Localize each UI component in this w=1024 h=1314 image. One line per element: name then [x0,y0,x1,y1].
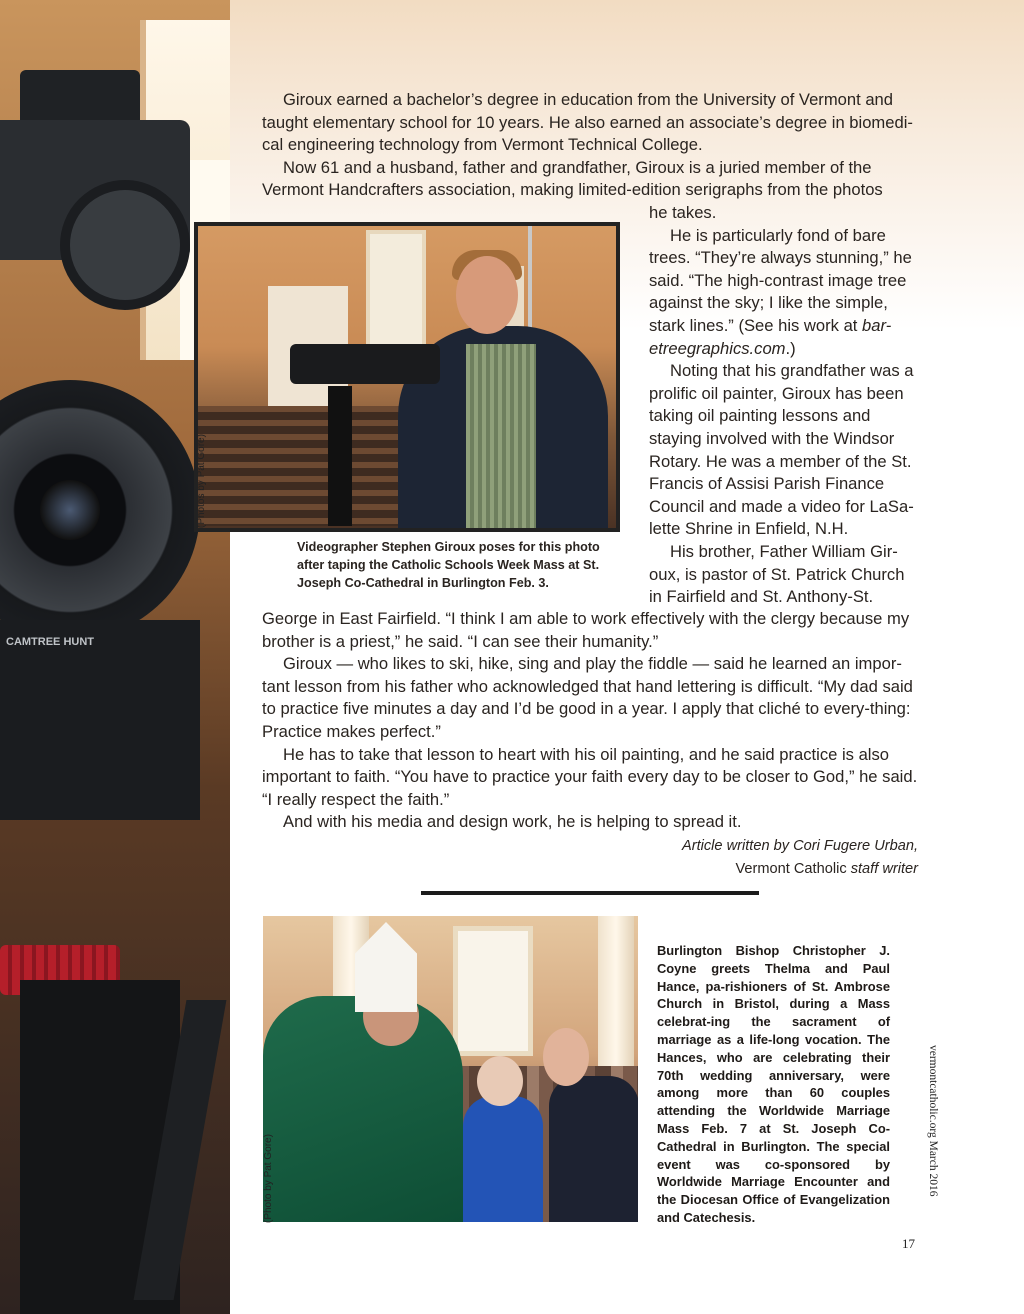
church-window [366,230,426,348]
camera-lens [0,380,200,640]
article-top-text [262,89,918,202]
videographer-photo [194,222,620,532]
camera-barrel [60,180,190,310]
article-paragraph: His brother, Father William Gir-oux, is pastor of St. Patrick Church in Fairfield and St. Anthony-St. [649,541,905,607]
bishop-vestment [263,996,463,1222]
camera-mount [0,620,200,820]
page-number: 17 [902,1236,915,1251]
person-shirt [466,344,536,528]
article-paragraph: Giroux earned a bachelor’s degree in education from the University of Vermont and taught elementary school for 10 years. He also earned an associate’s degree in biomedi-cal engineering technology from Vermont Technical College. [262,90,913,155]
lens-glass [40,480,100,540]
article-bottom-text [262,608,918,880]
article-paragraph [649,225,917,361]
tripod [328,386,352,526]
woman-head [477,1056,523,1106]
article-paragraph: He has to take that lesson to heart with his oil painting, and he said practice is also important to faith. “You have to practice your faith every day to be closer to God,” he said. “I really respect the faith.” [262,744,918,809]
church-window [453,926,533,1056]
pews [198,406,408,526]
byline-role: staff writer [850,860,918,877]
paragraph-text: .) [785,338,796,358]
byline-author: Article written by Cori Fugere Urban, [681,837,918,854]
article-paragraph: Noting that his grandfather was a prolific oil painter, Giroux has been taking oil painting lessons and staying involved with the Windsor Rotary. He was a member of the St. Francis of Assisi Parish Finance Council and made a video for LaSa-lette Shrine in Enfield, N.H. [649,361,914,539]
video-camera [290,344,440,384]
photo-credit: (Photo by Pat Gore) [263,1134,274,1223]
paragraph-text: He is particularly fond of bare trees. “They’re always stunning,” he said. “The high-contrast image tree against the sky; I like the simple, stark lines.” (See his work at [649,225,912,335]
photo-scene [198,226,616,528]
article-right-column [649,202,917,609]
article-paragraph: And with his media and design work, he is helping to spread it. [283,812,742,832]
byline [262,835,918,880]
camera-closeup-photo [0,0,230,1314]
byline-org: Vermont Catholic [735,860,847,877]
section-divider [421,891,759,895]
article-paragraph: Giroux — who likes to ski, hike, sing and play the fiddle — said he learned an impor-tant lesson from his father who acknowledged that hand lettering is difficult. “My dad said to practice five minutes a day and I’d be good in a year. I apply that cliché to every-thing: Practice makes perfect.” [262,654,913,741]
woman-sweater [463,1096,543,1222]
man-suit [549,1076,638,1222]
camera-brand-label: CAMTREE HUNT [6,636,94,648]
photo-credit: (Photos by Pat Gore) [196,434,207,528]
man-head [543,1028,589,1086]
photo-caption: Videographer Stephen Giroux poses for this photo after taping the Catholic Schools Week Mass at St. Joseph Co-Cathedral in Burlington Feb. 3. [297,540,600,590]
photo-caption: Burlington Bishop Christopher J. Coyne greets Thelma and Paul Hance, pa-rishioners of St. Ambrose Church in Bristol, during a Mass celebrat-ing the sacrament of marriage as a life-long vocation. The Hances, who are celebrating their 70th wedding anniversary, were among more than 60 couples attending the Worldwide Marriage Mass Feb. 7 at St. Joseph Co-Cathedral in Burlington. The special event was co-sponsored by Worldwide Marriage Encounter and the Diocesan Office of Evangelization and Catechesis. [657,943,890,1225]
person-head [456,256,518,334]
website-link[interactable]: bar-etreegraphics.com [649,315,892,358]
article-paragraph: Now 61 and a husband, father and grandfather, Giroux is a juried member of the Vermont Handcrafters association, making limited-edition serigraphs from the photos [262,157,883,200]
article-paragraph: George in East Fairfield. “I think I am able to work effectively with the clergy because my brother is a priest,” he said. “I can see their humanity.” [262,609,910,651]
bishop-greeting-photo [263,916,638,1222]
article-paragraph: he takes. [649,203,717,222]
side-folio: vermontcatholic.org March 2016 [927,1045,939,1197]
